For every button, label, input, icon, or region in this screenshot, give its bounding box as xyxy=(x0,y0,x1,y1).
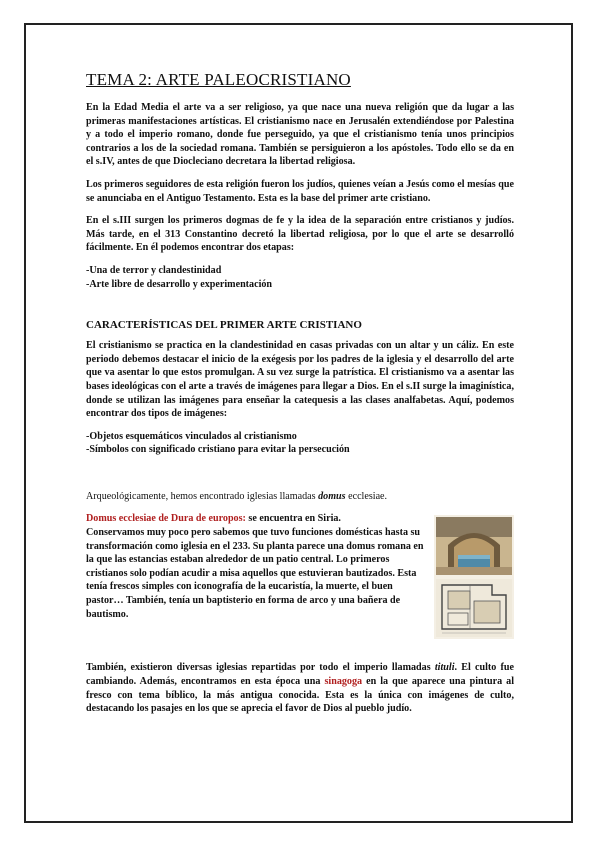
image-type-item: -Símbolos con significado cristiano para evitar la persecución xyxy=(86,444,350,456)
stages-list xyxy=(86,264,514,291)
dura-body: Conservamos muy poco pero sabemos que tuvo funciones domésticas hasta su transformación como iglesia en el 233. Su planta parece una domus romana en la que las estancias estaban alrededor de un patio central. Lo primeros cristianos solo podían acudir a misa aquellos que estuvieran bautizados. Esta tenía frescos simples con iconografía de la eucaristía, la muerte, el buen pastor… También, tenía un baptisterio en forma de arco y una bañera de bautismo. xyxy=(86,527,424,620)
intro-paragraph-3: En el s.III surgen los primeros dogmas de fe y la idea de la separación entre cristianos y judíos. Más tarde, en el 313 Constantino decretó la libertad religiosa, por lo que el arte se desarrolló fácilmente. En él podemos encontrar dos etapas: xyxy=(86,215,514,254)
archaeology-paragraph xyxy=(86,490,514,504)
baptistery-photo xyxy=(436,517,512,575)
dura-photo-and-plan xyxy=(434,515,514,639)
floor-plan-drawing xyxy=(436,579,512,637)
stage-item: -Arte libre de desarrollo y experimentación xyxy=(86,278,273,290)
tituli-paragraph xyxy=(86,661,514,715)
stage-item: -Una de terror y clandestinidad xyxy=(86,264,222,276)
dura-location: se encuentra en Siria. xyxy=(245,513,341,525)
tituli-text-middle: . El culto fue cambiando. Además, encontramos en esta época una xyxy=(86,662,514,688)
sinagoga-highlight: sinagoga xyxy=(324,676,363,688)
document-body xyxy=(86,70,514,725)
intro-paragraph-1: En la Edad Media el arte va a ser religioso, ya que nace una nueva religión que da lugar a las primeras manifestaciones artísticas. El cristianismo nace en Jerusalén extendiéndose por Palestina y a todo el imperio romano, donde fue perseguido, ya que el cristianismo tenía unos principios contrarios a los de la sociedad romana. También se persiguieron a los apóstoles. Todo ello se da en el s.IV, antes de que Diocleciano decretara la libertad religiosa. xyxy=(86,102,514,168)
intro-paragraph-2: Los primeros seguidores de esta religión fueron los judíos, quienes veían a Jesús como el mesías que se anunciaba en el Antiguo Testamento. Esta es la base del primer arte cristiano. xyxy=(86,178,514,204)
page-title: TEMA 2: ARTE PALEOCRISTIANO xyxy=(86,70,351,89)
archaeology-text-before: Arqueológicamente, hemos encontrado iglesias llamadas xyxy=(86,490,319,502)
archaeology-text-after: ecclesiae. xyxy=(345,490,388,502)
archaeology-term: domus xyxy=(318,490,346,502)
tituli-term: tituli xyxy=(434,662,455,674)
image-types-list xyxy=(86,430,514,457)
section-heading-characteristics: CARACTERÍSTICAS DEL PRIMER ARTE CRISTIANO xyxy=(86,319,362,332)
dura-name: Domus ecclesiae de Dura de europos: xyxy=(86,513,246,525)
dura-europos-section xyxy=(86,512,514,639)
dura-europos-figure xyxy=(434,515,514,639)
tituli-text-after: en la que aparece una pintura al fresco con tema bíblico, la más antigua conocida. Esta es la única con imágenes de culto, destacando los pasajes en los que se aprecia el favor de Dios al pueblo judío. xyxy=(86,676,514,715)
characteristics-paragraph: El cristianismo se practica en la clandestinidad en casas privadas con un altar y un cáliz. En este periodo debemos destacar el inicio de la exégesis por los padres de la iglesia y el desarrollo del arte que va asentar lo que estos promulgan. A su vez surge la patrística. El cristianismo va a asentar las bases ideológicas con el arte a través de imágenes para llegar a Dios. En el s.II surge la imaginística, donde se utilizan las imágenes para enseñar la catequesis a las clases analfabetas. Aquí, podemos encontrar dos tipos de imágenes: xyxy=(86,340,514,420)
tituli-text-before: También, existieron diversas iglesias repartidas por todo el imperio llamadas xyxy=(86,662,435,674)
dura-heading-line xyxy=(86,512,424,621)
image-type-item: -Objetos esquemáticos vinculados al cristianismo xyxy=(86,430,297,442)
